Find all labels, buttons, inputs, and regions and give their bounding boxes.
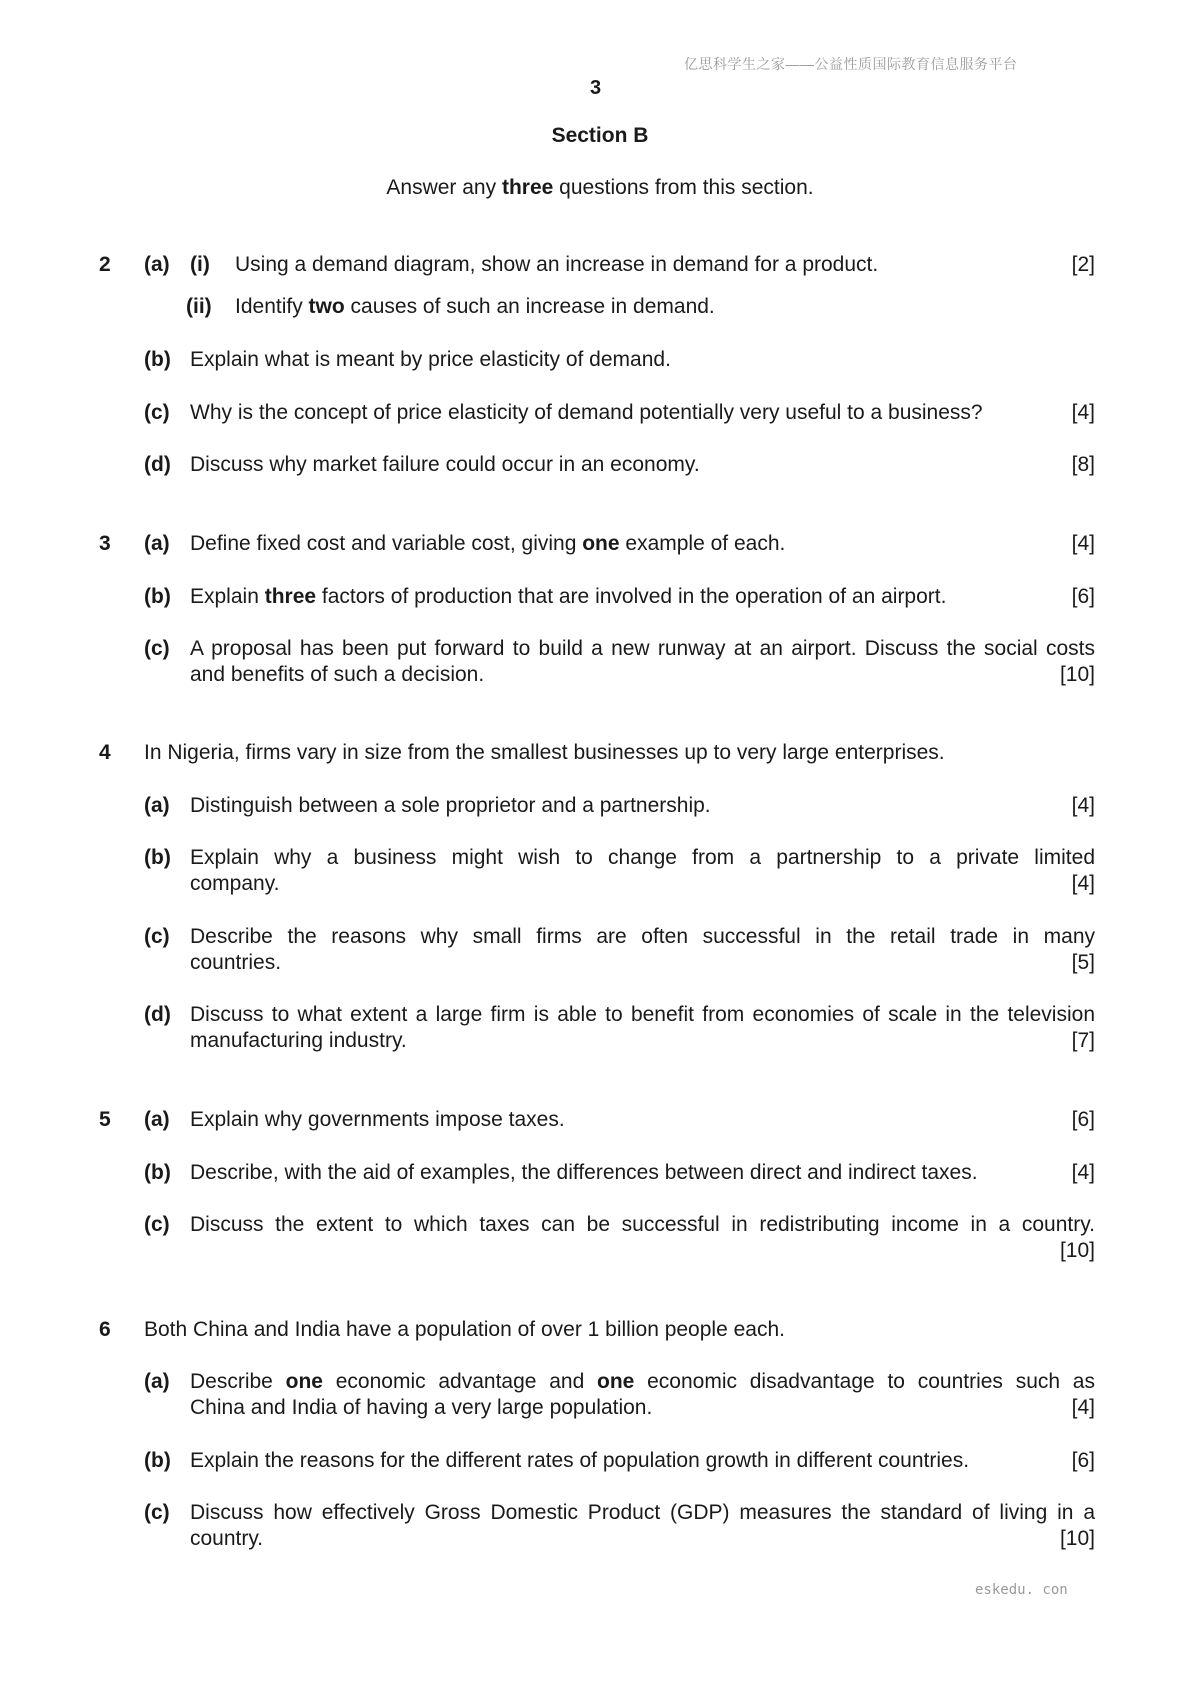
mark-allocation: [4] [1071, 1161, 1095, 1184]
part-label: (b) [144, 1449, 171, 1472]
question-number: 2 [99, 253, 111, 276]
question-text: Using a demand diagram, show an increase in demand for a product. [235, 253, 879, 276]
part-label: (b) [144, 1161, 171, 1184]
question-text: Explain three factors of production that are involved in the operation of an airport. [190, 585, 947, 608]
question-number: 6 [99, 1318, 111, 1341]
footer-watermark: eskedu. con [975, 1582, 1068, 1598]
mark-allocation: [4] [1071, 1396, 1095, 1419]
question-number: 5 [99, 1108, 111, 1131]
mark-allocation: [10] [1059, 663, 1095, 686]
question-text: Explain the reasons for the different rates of population growth in different countries. [190, 1449, 970, 1472]
part-label: (d) [144, 1003, 171, 1026]
question-text: Explain what is meant by price elasticity of demand. [190, 348, 671, 371]
question-text-continued: China and India of having a very large population. [190, 1396, 653, 1419]
subpart-label: (i) [190, 253, 210, 276]
question-text: Discuss the extent to which taxes can be successful in redistributing income in a country. [190, 1213, 1095, 1236]
part-label: (a) [144, 1108, 170, 1131]
part-label: (c) [144, 925, 170, 948]
question-text: Identify two causes of such an increase in demand. [235, 295, 715, 318]
mark-allocation: [4] [1071, 794, 1095, 817]
mark-allocation: [10] [1059, 1239, 1095, 1262]
part-label: (c) [144, 401, 170, 424]
question-text-continued: and benefits of such a decision. [190, 663, 485, 686]
question-text: Why is the concept of price elasticity of demand potentially very useful to a business? [190, 401, 983, 424]
part-label: (a) [144, 1370, 170, 1393]
question-text: Explain why a business might wish to change from a partnership to a private limited [190, 846, 1095, 869]
question-text: A proposal has been put forward to build a new runway at an airport. Discuss the social costs [190, 637, 1095, 660]
mark-allocation: [4] [1071, 532, 1095, 555]
part-label: (c) [144, 637, 170, 660]
question-number: 4 [99, 741, 111, 764]
mark-allocation: [6] [1071, 585, 1095, 608]
question-text: Discuss how effectively Gross Domestic Product (GDP) measures the standard of living in a [190, 1501, 1095, 1524]
question-text: Describe, with the aid of examples, the differences between direct and indirect taxes. [190, 1161, 978, 1184]
part-label: (c) [144, 1213, 170, 1236]
part-label: (a) [144, 532, 170, 555]
mark-allocation: [2] [1071, 253, 1095, 276]
mark-allocation: [6] [1071, 1108, 1095, 1131]
part-label: (b) [144, 846, 171, 869]
part-label: (a) [144, 794, 170, 817]
question-text: Define fixed cost and variable cost, giving one example of each. [190, 532, 786, 555]
question-text: Distinguish between a sole proprietor and a partnership. [190, 794, 711, 817]
mark-allocation: [8] [1071, 453, 1095, 476]
part-label: (c) [144, 1501, 170, 1524]
question-text-continued: manufacturing industry. [190, 1029, 407, 1052]
question-text: Describe the reasons why small firms are often successful in the retail trade in many [190, 925, 1095, 948]
part-label: (b) [144, 348, 171, 371]
question-intro: Both China and India have a population of over 1 billion people each. [144, 1318, 785, 1341]
part-label: (d) [144, 453, 171, 476]
mark-allocation: [4] [1071, 401, 1095, 424]
question-text-continued: company. [190, 872, 280, 895]
question-text: Discuss to what extent a large firm is able to benefit from economies of scale in the television [190, 1003, 1095, 1026]
question-number: 3 [99, 532, 111, 555]
section-title: Section B [551, 124, 649, 147]
mark-allocation: [5] [1071, 951, 1095, 974]
question-intro: In Nigeria, firms vary in size from the smallest businesses up to very large enterprises. [144, 741, 945, 764]
page-number: 3 [589, 77, 602, 99]
question-text: Discuss why market failure could occur in an economy. [190, 453, 700, 476]
subpart-label: (ii) [186, 295, 212, 318]
mark-allocation: [4] [1071, 872, 1095, 895]
question-text-continued: country. [190, 1527, 264, 1550]
question-text: Describe one economic advantage and one economic disadvantage to countries such as [190, 1370, 1095, 1393]
question-text-continued: countries. [190, 951, 282, 974]
watermark-text: 亿思科学生之家——公益性质国际教育信息服务平台 [684, 56, 1018, 72]
mark-allocation: [7] [1071, 1029, 1095, 1052]
part-label: (b) [144, 585, 171, 608]
question-text: Explain why governments impose taxes. [190, 1108, 565, 1131]
mark-allocation: [10] [1059, 1527, 1095, 1550]
part-label: (a) [144, 253, 170, 276]
section-instruction: Answer any three questions from this section. [386, 176, 814, 199]
mark-allocation: [6] [1071, 1449, 1095, 1472]
